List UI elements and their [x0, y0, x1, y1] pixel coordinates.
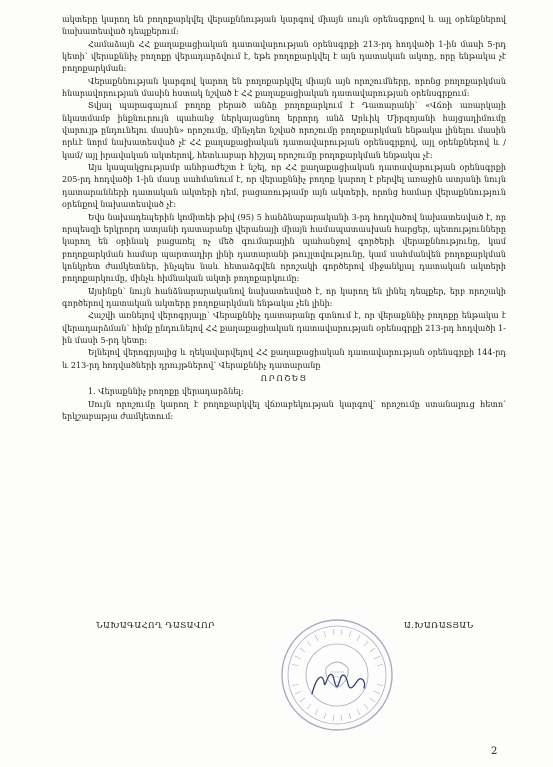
- page-number: 2: [491, 746, 498, 757]
- paragraph-appeal-notice: Սույն որոշումը կարող է բողոքարկվել վճռաբեկության կարգով՝ որոշումը ստանալուց հետո՝ երկշաբաթյա ժամկետում:: [62, 399, 506, 421]
- decision-item-1: 1. Վերաքննիչ բողոքը վերադարձնել:: [88, 387, 244, 397]
- paragraph-5: Այս կապակցությամբ անհրաժեշտ է նշել, որ ՀՀ քաղաքացիական դատավարության օրենսգրքի 205-րդ հոդվածի 1-ին մասը սահմանում է, որ վերաքննիչ բողոք կարող է բերվել առաջին ատյանի նույն դատարանների դատական ակտերի դեմ, բացառությամբ այն ակտերի, որոնց համար վերաքննություն օրենքով նախատեսված չէ:: [62, 163, 506, 210]
- paragraph-2: Համաձայն ՀՀ քաղաքացիական դատավարության օրենսգրքի 213-րդ հոդվածի 1-ին մասի 5-րդ կետի՝ վերաքննիչ բողոքը վերադարձվում է, եթե բողոքարկվել է այն դատական ակտը, որը ենթակա չէ բողոքարկման:: [62, 39, 506, 74]
- judge-name: Ա.ԽԱՌԱՏՅԱՆ: [404, 620, 474, 630]
- paragraph-6: Եվս նախադեպերին կոմիտեի թիվ (95) 5 հանձնարարականի 3-րդ հոդվածով նախատեսված է, որ որպեսզի երկրորդ ատյանի դատարանը վերանայի միայն համապատասխան հարցեր, պետությունները կարող են օրինակ բացառել ոչ մեծ գումարային պահանջով գործերի վերաքննությունը, կամ բողոքարկման համար պարտադիր լինի դատարանի թույլտվությունը, կամ սահմանվեն բողոքարկման կոնկրետ ժամկետներ, ինչպես նաև հետաձգվեն որոշակի գործերով միջանկյալ դատական ակտերի բողոքարկումը, մինչև հիմնական ակտի բողոքարկումը:: [62, 212, 506, 284]
- paragraph-8: Հաշվի առնելով վերոգրյալը՝ Վերաքննիչ դատարանը գտնում է, որ վերաքննիչ բողոքը ենթակա է վերադարձման՝ հիմք ընդունելով ՀՀ քաղաքացիական դատավարության օրենսգրքի 213-րդ հոդվածի 1-ին մասի 5-րդ կետը:: [62, 311, 506, 345]
- paragraph-3: Վերաքննության կարգով կարող են բողոքարկվել միայն այն որոշումները, որոնց բողոքարկման հնարավորության մասին հստակ նշված է ՀՀ քաղաքացիական դատավարության օրենսգրքում:: [62, 76, 506, 99]
- decision-heading: ՈՐՈՇԵՑ: [260, 373, 308, 383]
- paragraph-7: Այսինքն՝ նույն հանձնարարականով նախատեսված է, որ կարող են լինել դեպքեր, երբ որոշակի գործերով դատական ակտերը բողոքարկման ենթակա չեն լինի:: [62, 286, 506, 308]
- paragraph-4: Տվյալ պարագայում բողոք բերած անձը բողոքարկում է Դատարանի՝ «Վճռի առարկայի նկատմամբ ինքնուրույն պահանջ ներկայացնող երրորդ անձ Արևիկ Միրզոյանի հայցադիմումը վարույթ ընդունելու մասին» որոշումը, մինչդեռ նշված որոշումը բողոքարկման ենթակա լինելու մասին որևէ նորմ նախատեսված չէ ՀՀ քաղաքացիական դատավարության օրենսգրքով, այլ օրենքներով և /կամ/ այլ իրավական ակտերով, հետևաբար հիշյալ որոշումը բողոքարկման ենթակա չէ:: [62, 101, 506, 160]
- presiding-judge-title: ՆԱԽԱԳԱՀՈՂ ԴԱՏԱՎՈՐ: [96, 620, 215, 630]
- court-seal: [278, 616, 396, 734]
- paragraph-9: Ելնելով վերոգրյալից և ղեկավարվելով ՀՀ քաղաքացիական դատավարության օրենսգրքի 144-րդ և 213-րդ հոդվածների դրույթներով՝ Վերաքննիչ դատարանը: [62, 348, 506, 370]
- paragraph-1: ակտերը կարող են բողոքարկվել վերաքննության կարգով միայն սույն օրենսգրքով և այլ օրենքներով նախատեսված դեպքերում:: [62, 15, 506, 37]
- document-body: [62, 14, 506, 423]
